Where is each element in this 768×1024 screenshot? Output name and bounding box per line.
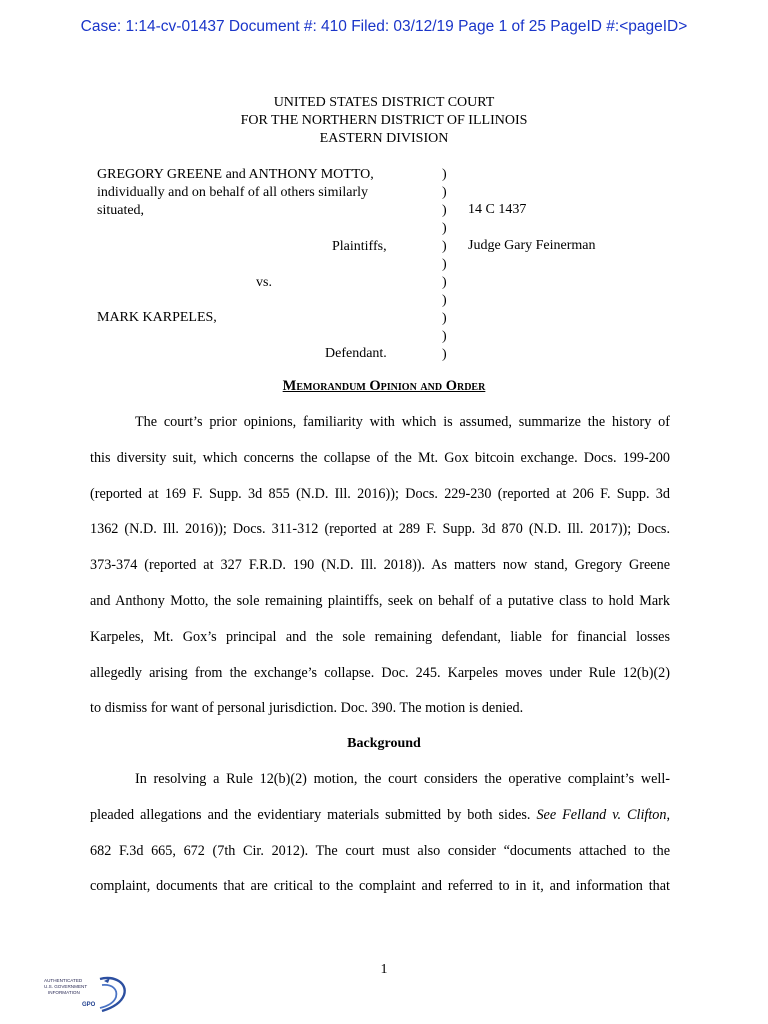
- case-citation: See Felland v. Clifton: [536, 806, 667, 823]
- eagle-wing: [100, 985, 116, 1008]
- logo-text-line: U.S. GOVERNMENT: [44, 984, 88, 989]
- case-number: 14 C 1437: [468, 202, 527, 217]
- plaintiffs-role: Plaintiffs,: [332, 239, 387, 254]
- caption-parentheses: [442, 166, 447, 364]
- document-title: Memorandum Opinion and Order: [282, 378, 486, 394]
- paren: ): [442, 293, 447, 308]
- court-name: UNITED STATES DISTRICT COURT: [273, 95, 495, 110]
- paren: ): [442, 167, 447, 182]
- gpo-authenticated-logo: [42, 975, 132, 1015]
- plaintiffs-names: GREGORY GREENE and ANTHONY MOTTO,: [97, 167, 374, 182]
- paren: ): [442, 239, 447, 254]
- defendant-role: Defendant.: [325, 346, 387, 361]
- versus: vs.: [256, 275, 272, 290]
- logo-text-line: AUTHENTICATED: [44, 978, 83, 983]
- logo-text-line: INFORMATION: [48, 990, 80, 995]
- court-heading: [0, 94, 768, 148]
- paren: ): [442, 203, 447, 218]
- paren: ): [442, 185, 447, 200]
- paragraph-line: The court’s prior opinions, familiarity with which is assumed, summarize the history of: [135, 414, 670, 430]
- plaintiffs-description: individually and on behalf of all others similarly: [97, 185, 368, 200]
- paragraph-1: [90, 405, 670, 727]
- paren: ): [442, 311, 447, 326]
- paragraph-line: this diversity suit, which concerns the collapse of the Mt. Gox bitcoin exchange. Docs. 199-200: [90, 449, 670, 466]
- paragraph-line: complaint, documents that are critical to the complaint and referred to in it, and information that: [90, 878, 670, 895]
- paragraph-line: allegedly arising from the exchange’s collapse. Doc. 245. Karpeles moves under Rule 12(b)(2): [90, 664, 670, 681]
- paragraph-line: 1362 (N.D. Ill. 2016)); Docs. 311-312 (reported at 289 F. Supp. 3d 870 (N.D. Ill. 2017)); Docs.: [90, 521, 670, 538]
- section-heading-background: Background: [347, 736, 421, 751]
- court-division: EASTERN DIVISION: [319, 131, 449, 146]
- page-number: 1: [380, 962, 388, 977]
- paragraph-line: [90, 798, 670, 834]
- paragraph-line: to dismiss for want of personal jurisdiction. Doc. 390. The motion is denied.: [90, 700, 524, 717]
- logo-gpo-text: GPO: [82, 1002, 96, 1008]
- paragraph-2: [90, 762, 670, 905]
- paragraph-line: (reported at 169 F. Supp. 3d 855 (N.D. Ill. 2016)); Docs. 229-230 (reported at 206 F. Supp. 3d: [90, 485, 670, 502]
- case-header: Case: 1:14-cv-01437 Document #: 410 Filed: 03/12/19 Page 1 of 25 PageID #:<pageID>: [80, 18, 688, 35]
- court-district: FOR THE NORTHERN DISTRICT OF ILLINOIS: [240, 113, 528, 128]
- paragraph-line: 682 F.3d 665, 672 (7th Cir. 2012). The court must also consider “documents attached to the: [90, 842, 670, 859]
- text-run: ,: [666, 806, 671, 823]
- text-run: pleaded allegations and the evidentiary materials submitted by both sides.: [90, 806, 537, 823]
- judge-name: Judge Gary Feinerman: [468, 238, 596, 253]
- paren: ): [442, 347, 447, 362]
- paragraph-line: and Anthony Motto, the sole remaining plaintiffs, seek on behalf of a putative class to hold Mark: [90, 592, 670, 609]
- paren: ): [442, 329, 447, 344]
- paragraph-line: 373-374 (reported at 327 F.R.D. 190 (N.D. Ill. 2018)). As matters now stand, Gregory Greene: [90, 557, 670, 574]
- paren: ): [442, 275, 447, 290]
- paragraph-line: Karpeles, Mt. Gox’s principal and the sole remaining defendant, liable for financial losses: [90, 628, 670, 645]
- paren: ): [442, 221, 447, 236]
- paragraph-line: In resolving a Rule 12(b)(2) motion, the court considers the operative complaint’s well-: [135, 771, 670, 787]
- plaintiffs-description-cont: situated,: [97, 203, 145, 218]
- paren: ): [442, 257, 447, 272]
- defendant-name: MARK KARPELES,: [97, 310, 217, 325]
